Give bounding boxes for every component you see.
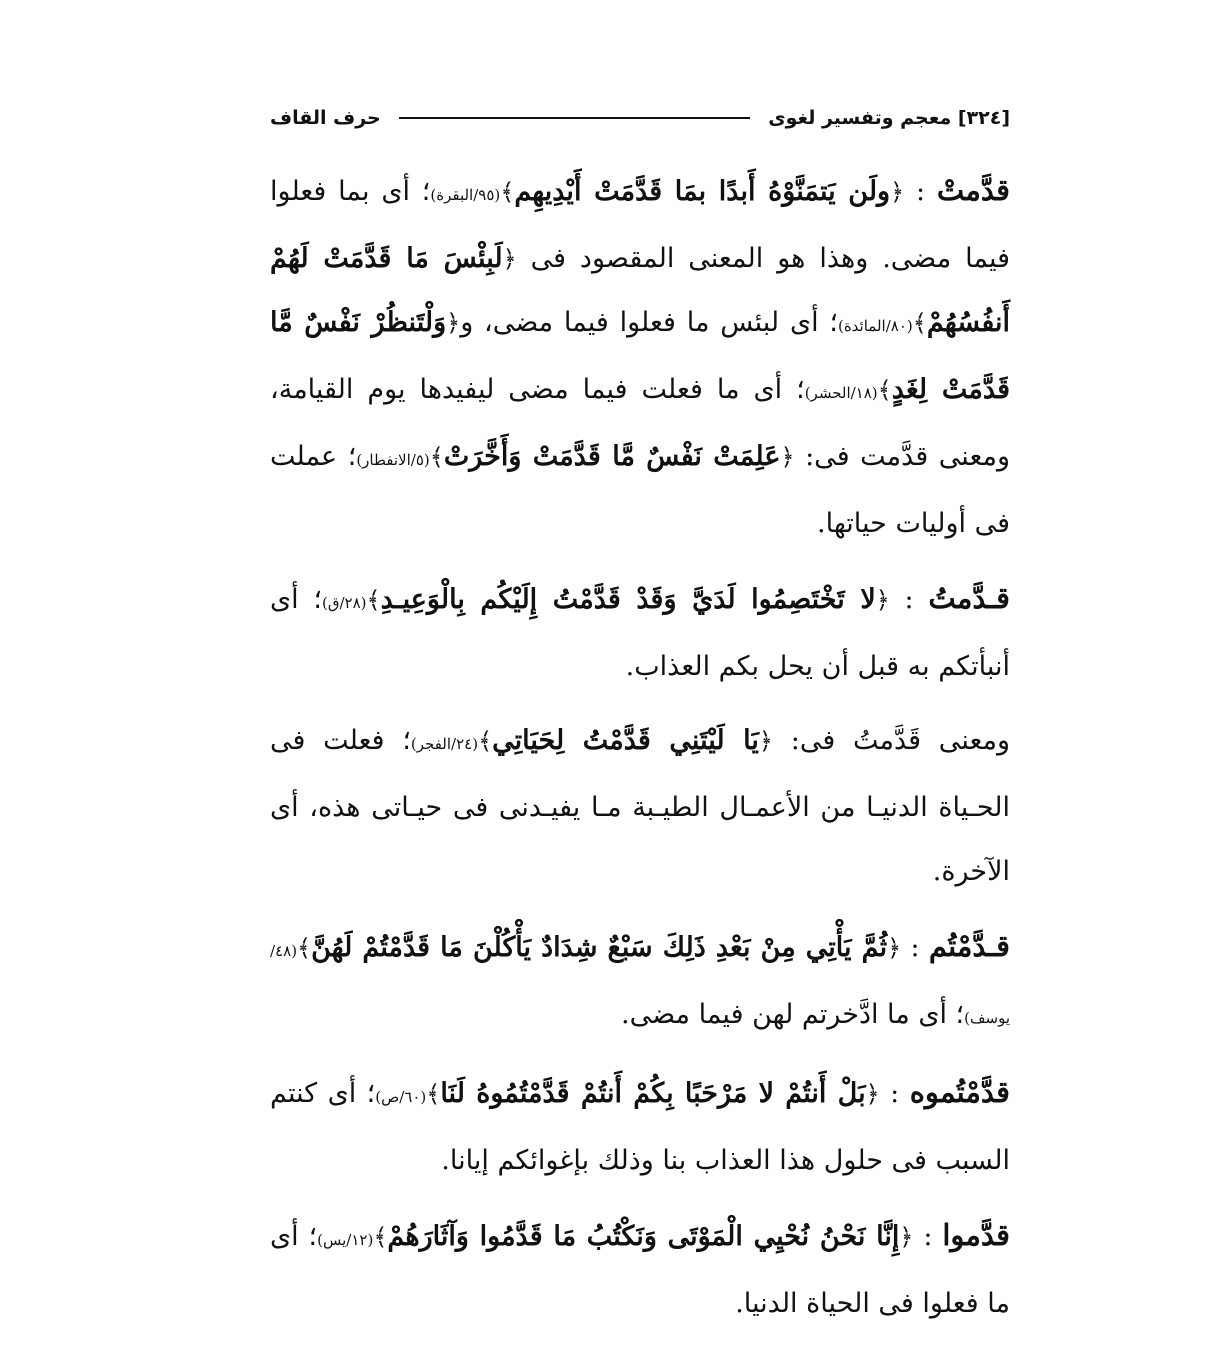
section-title: حرف القاف [270,107,381,129]
page-number-title: [٣٢٤] معجم وتفسير لغوى [768,107,1010,129]
quran-bracket-open: ﴿ [446,309,461,337]
quran-bracket-open: ﴿ [887,934,902,962]
quran-verse: ولَن يَتمَنَّوْهُ أَبدًا بمَا قَدَّمَتْ أَيْدِيهِم [514,176,891,207]
quran-bracket-close: ﴾ [297,934,312,962]
quran-verse: ثُمَّ يَأْتِي مِنْ بَعْدِ ذَلِكَ سَبْعٌ شِدَادٌ يَأْكُلْنَ مَا قَدَّمْتُمْ لَهُنَّ [311,932,888,963]
quran-verse: لا تَخْتَصِمُوا لَدَيَّ وَقَدْ قَدَّمْتُ إِلَيْكُم بِالْوَعِيـدِ [380,584,876,615]
entry-separator: : [913,1221,943,1252]
explanation-text: ؛ أى أنبأتكم به قبل أن يحل بكم العذاب. [270,584,1010,682]
quran-bracket-close: ﴾ [877,376,892,404]
dictionary-page [270,100,1010,1346]
verse-reference: (١٨/الحشر) [804,384,878,402]
explanation-text: ؛ أى لبئس ما فعلوا فيما مضى، و [460,307,838,338]
quran-bracket-close: ﴾ [366,586,381,614]
verse-reference: (٩٥/البقرة) [430,186,501,204]
quran-bracket-close: ﴾ [478,727,493,755]
entry-headword: قـدَّمْتُم [928,929,1010,963]
explanation-text: ؛ أى كنتم السبب فى حلول هذا العذاب بنا وذلك بإغوائكم إيانا. [270,1078,1010,1176]
quran-bracket-close: ﴾ [373,1223,388,1251]
dictionary-entry [270,566,1010,699]
quran-bracket-open: ﴿ [780,443,795,471]
quran-bracket-open: ﴿ [890,178,905,206]
explanation-text: ؛ أى ما فعلوا فى الحياة الدنيا. [270,1221,1010,1319]
verse-reference: (٤٨/يوسف) [270,942,1010,1027]
verse-reference: (١٢/يس) [317,1231,374,1249]
quran-bracket-open: ﴿ [899,1223,914,1251]
quran-verse: إِنَّا نَحْنُ نُحْيِي الْمَوْتَى وَنَكْتُبُ مَا قَدَّمُوا وَآثَارَهُمْ [387,1221,900,1252]
entry-headword: قدَّموا [942,1218,1010,1252]
verse-reference: (٢٨/ق) [321,594,367,612]
explanation-text: ؛ أى ما ادَّخرتم لهن فيما مضى. [621,999,965,1030]
entries-list [270,158,1010,1336]
quran-verse: يَا لَيْتَنِي قَدَّمْتُ لِحَيَاتِي [492,725,759,756]
verse-reference: (٨٠/المائدة) [837,317,913,335]
entry-headword: قدَّمْتُموه [909,1075,1010,1109]
explanation-text: ؛ فعلت فى الحـياة الدنيـا من الأعمـال الطيـبة مـا يفيـدنى فى حيـاتى هذه، أى الآخرة. [270,725,1010,887]
dictionary-entry [270,1060,1010,1193]
entry-headword: قـدَّمتُ [928,581,1010,615]
quran-bracket-close: ﴾ [429,443,444,471]
explanation-text: ؛ أى بما فعلوا فيما مضى. وهذا هو المعنى المقصود فى [270,176,1010,274]
explanation-text: ؛ عملت فى أوليات حياتها. [270,441,1010,539]
entry-separator: : [879,1078,910,1109]
entry-separator: : [904,176,937,207]
quran-bracket-close: ﴾ [912,309,927,337]
verse-reference: (٦٠/ص) [375,1088,427,1106]
quran-bracket-close: ﴾ [500,178,515,206]
quran-bracket-open: ﴿ [502,245,517,273]
dictionary-entry [270,914,1010,1050]
dictionary-entry [270,158,1010,556]
quran-verse: بَلْ أَنتُمْ لا مَرْحَبًا بِكُمْ أَنتُمْ قَدَّمْتُمُوهُ لَنَا [440,1078,866,1109]
quran-bracket-open: ﴿ [758,727,773,755]
explanation-text: ؛ أى ما فعلت فيما مضى ليفيدها يوم القيامة، ومعنى قدَّمت فى: [270,374,1010,472]
verse-reference: (٥/الانفطار) [356,451,430,469]
dictionary-entry [270,1203,1010,1336]
quran-bracket-close: ﴾ [426,1080,441,1108]
quran-verse: عَلِمَتْ نَفْسٌ مَّا قَدَّمَتْ وَأَخَّرَتْ [443,441,781,472]
header-rule [399,117,750,119]
entry-separator: : [889,584,929,615]
entry-separator: : [901,932,929,963]
entry-headword: قدَّمتْ [936,173,1011,207]
verse-reference: (٢٤/الفجر) [410,735,479,753]
page-header [270,100,1010,136]
quran-verse: لَبِئْسَ مَا قَدَّمَتْ لَهُمْ أَنفُسُهُمْ [270,243,1010,338]
quran-bracket-open: ﴿ [875,586,890,614]
quran-verse: وَلْتَنظُرْ نَفْسٌ مَّا قَدَّمَتْ لِغَدٍ [270,307,1010,405]
explanation-text: ومعنى قَدَّمتُ فى: [772,725,1010,756]
quran-bracket-open: ﴿ [865,1080,880,1108]
dictionary-entry [270,709,1010,904]
